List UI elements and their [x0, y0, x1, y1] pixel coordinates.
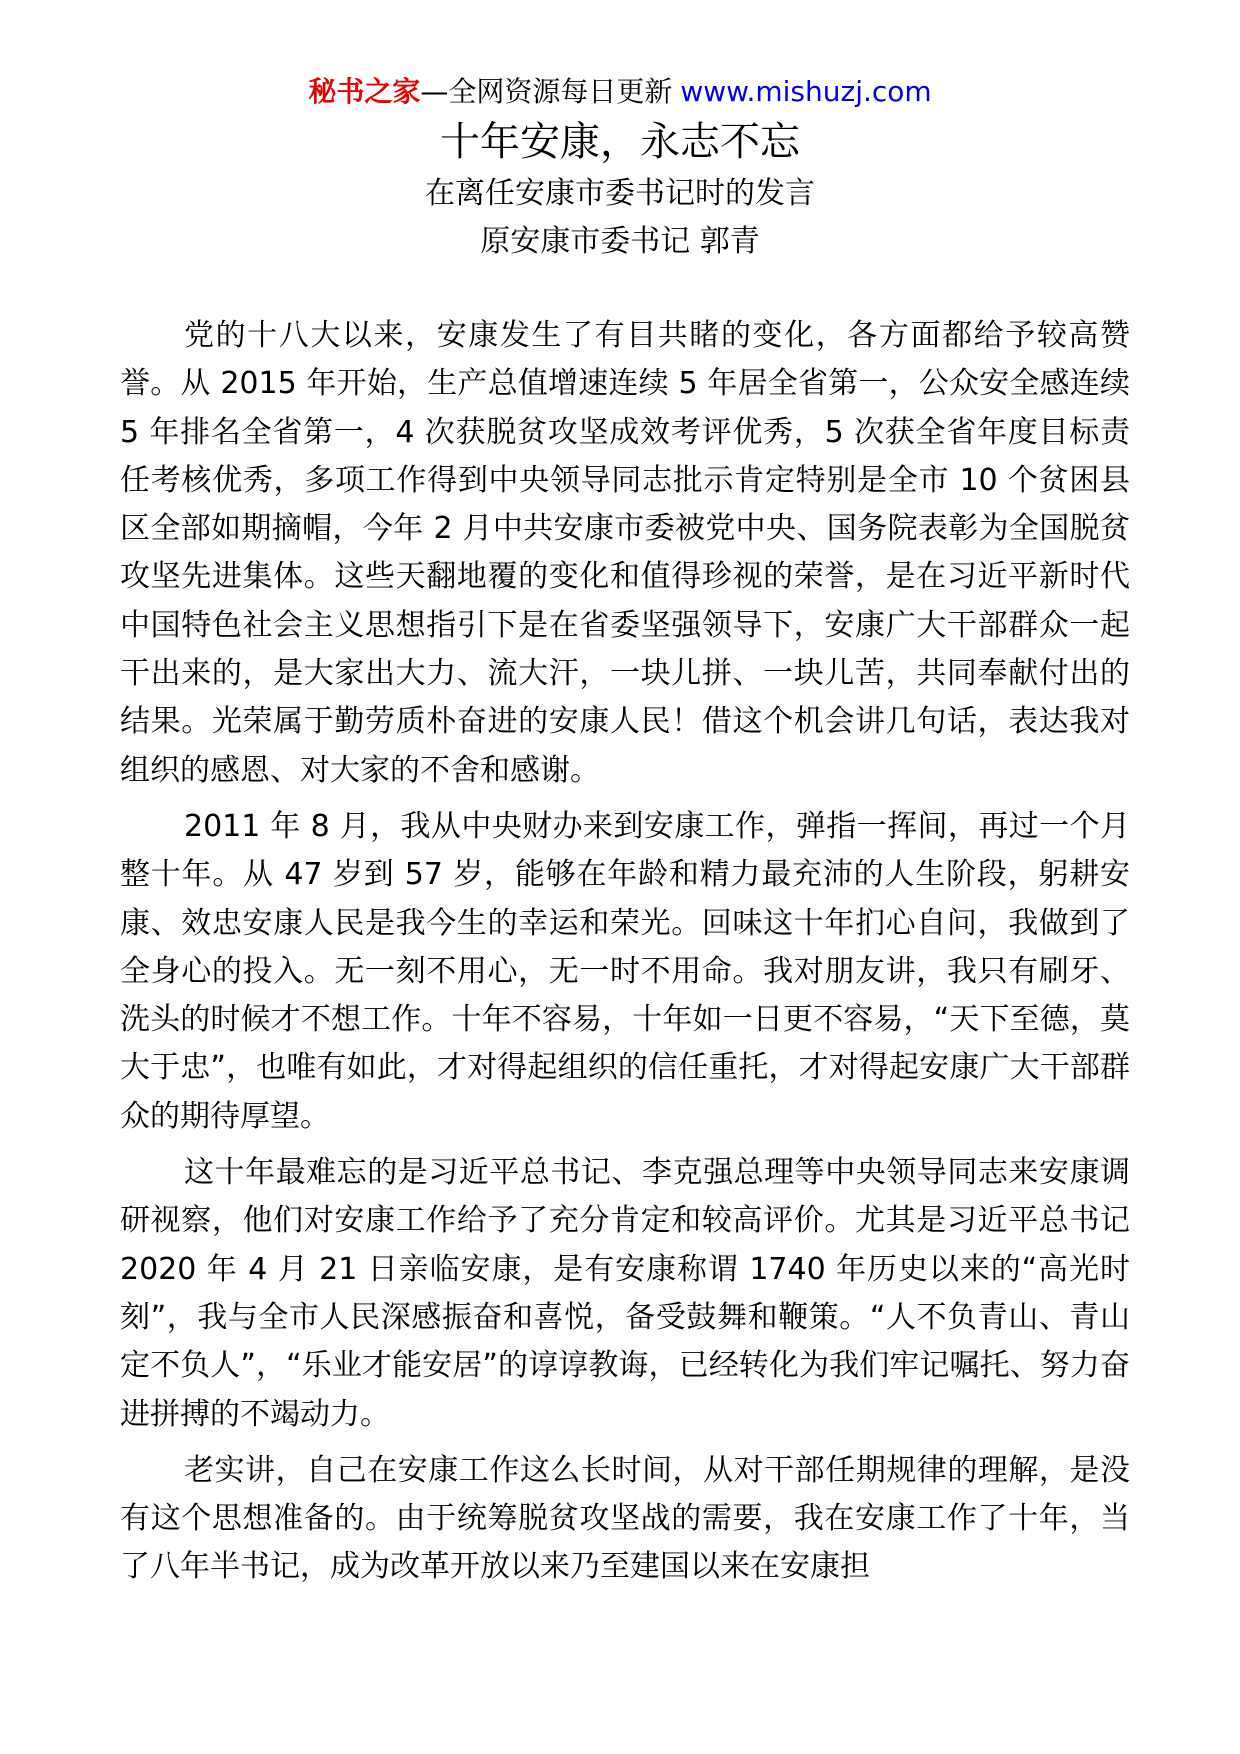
site-url-link[interactable]: www.mishuzj.com: [680, 75, 932, 108]
body-paragraph: 2011 年 8 月，我从中央财办来到安康工作，弹指一挥间，再过一个月整十年。从 47 岁到 57 岁，能够在年龄和精力最充沛的人生阶段，躬耕安康、效忠安康人民是我今生的幸运和荣光。回味这十年扪心自问，我做到了全身心的投入。无一刻不用心，无一时不用命。我对朋友讲，我只有刷牙、洗头的时候才不想工作。十年不容易，十年如一日更不容易，“天下至德，莫大于忠”，也唯有如此，才对得起组织的信任重托，才对得起安康广大干部群众的期待厚望。: [120, 808, 1130, 1134]
document-subtitle: 在离任安康市委书记时的发言: [425, 176, 815, 211]
site-name: 秘书之家: [308, 75, 421, 108]
document-body: [120, 312, 1130, 1600]
site-header: [0, 72, 1240, 112]
site-slogan: —全网资源每日更新: [420, 75, 673, 108]
body-paragraph: 这十年最难忘的是习近平总书记、李克强总理等中央领导同志来安康调研视察，他们对安康工作给予了充分肯定和较高评价。尤其是习近平总书记 2020 年 4 月 21 日亲临安康，是有安康称谓 1740 年历史以来的“高光时刻”，我与全市人民深感振奋和喜悦，备受鼓舞和鞭策。“人不负青山、青山定不负人”，“乐业才能安居”的谆谆教诲，已经转化为我们牢记嘱托、努力奋进拼搏的不竭动力。: [120, 1155, 1130, 1432]
body-paragraph: 党的十八大以来，安康发生了有目共睹的变化，各方面都给予较高赞誉。从 2015 年开始，生产总值增速连续 5 年居全省第一，公众安全感连续 5 年排名全省第一，4 次获脱贫攻坚成效考评优秀，5 次获全省年度目标责任考核优秀，多项工作得到中央领导同志批示肯定特别是全市 10 个贫困县区全部如期摘帽，今年 2 月中共安康市委被党中央、国务院表彰为全国脱贫攻坚先进集体。这些天翻地覆的变化和值得珍视的荣誉，是在习近平新时代中国特色社会主义思想指引下是在省委坚强领导下，安康广大干部群众一起干出来的，是大家出大力、流大汗，一块儿拼、一块儿苦，共同奉献付出的结果。光荣属于勤劳质朴奋进的安康人民！借这个机会讲几句话，表达我对组织的感恩、对大家的不舍和感谢。: [120, 318, 1130, 788]
document-author: 原安康市委书记 郭青: [480, 224, 760, 259]
body-paragraph: 老实讲，自己在安康工作这么长时间，从对干部任期规律的理解，是没有这个思想准备的。由于统筹脱贫攻坚战的需要，我在安康工作了十年，当了八年半书记，成为改革开放以来乃至建国以来在安康担: [120, 1452, 1130, 1585]
document-title: 十年安康，永志不忘: [440, 119, 800, 165]
